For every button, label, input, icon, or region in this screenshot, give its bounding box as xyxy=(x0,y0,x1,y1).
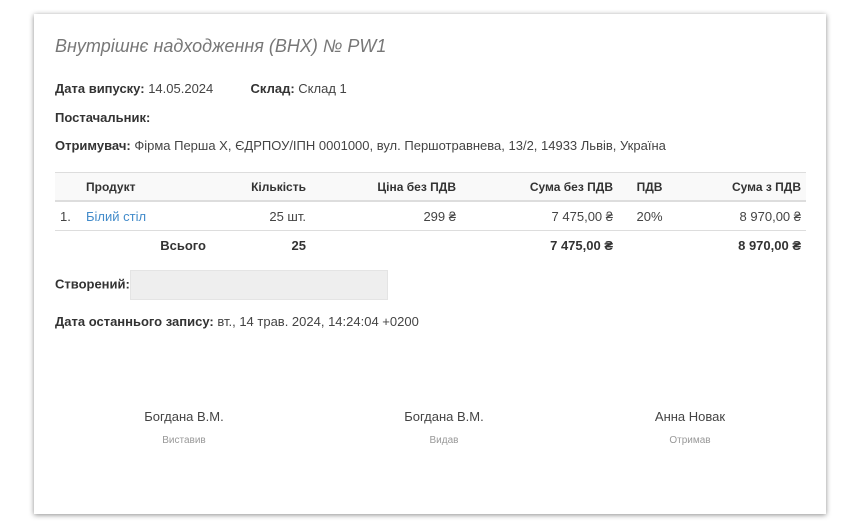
created-line xyxy=(55,270,388,300)
issue-line xyxy=(55,81,347,96)
issue-date-label: Дата випуску: xyxy=(55,81,145,96)
recipient-label: Отримувач: xyxy=(55,138,131,153)
signature-role: Видав xyxy=(429,435,459,446)
signature-role: Виставив xyxy=(162,435,206,446)
last-record-label: Дата останнього запису: xyxy=(55,314,214,329)
row-sum-with-vat: 8 970,00 ₴ xyxy=(681,201,806,231)
recipient-line xyxy=(55,138,666,153)
table-row xyxy=(55,201,806,231)
total-sum-no-vat: 7 475,00 ₴ xyxy=(550,237,613,253)
product-link[interactable]: Білий стіл xyxy=(86,208,147,224)
col-sum-no-vat-header: Сума без ПДВ xyxy=(461,173,618,202)
signature-name: Богдана В.М. xyxy=(144,409,224,424)
col-quantity-header: Кількість xyxy=(211,173,311,202)
items-table xyxy=(55,172,806,259)
total-quantity: 25 xyxy=(291,237,306,253)
col-product-header: Продукт xyxy=(81,173,211,202)
warehouse-label: Склад: xyxy=(250,81,295,96)
total-label: Всього xyxy=(160,237,206,253)
supplier-line xyxy=(55,110,150,125)
row-sum-no-vat: 7 475,00 ₴ xyxy=(461,201,618,231)
document-sheet xyxy=(34,14,826,514)
signature-name: Богдана В.М. xyxy=(404,409,484,424)
row-number: 1. xyxy=(55,201,81,231)
col-sum-with-vat-header: Сума з ПДВ xyxy=(681,173,806,202)
last-record-value: вт., 14 трав. 2024, 14:24:04 +0200 xyxy=(217,314,419,329)
table-header-row xyxy=(55,173,806,202)
signature-dispatched xyxy=(344,409,544,446)
col-price-header: Ціна без ПДВ xyxy=(311,173,461,202)
signature-received xyxy=(590,409,790,446)
document-title: Внутрішнє надходження (ВНХ) № PW1 xyxy=(55,36,387,56)
supplier-label: Постачальник: xyxy=(55,110,151,125)
col-vat-header: ПДВ xyxy=(618,173,681,202)
signature-issued xyxy=(84,409,284,446)
total-row xyxy=(55,231,806,260)
row-quantity: 25 шт. xyxy=(211,201,311,231)
warehouse-value: Склад 1 xyxy=(298,81,347,96)
row-price: 299 ₴ xyxy=(311,201,461,231)
row-vat: 20% xyxy=(618,201,681,231)
recipient-value: Фірма Перша Х, ЄДРПОУ/ІПН 0001000, вул. Першотравнева, 13/2, 14933 Львів, Україна xyxy=(134,138,666,153)
issue-date: 14.05.2024 xyxy=(148,81,214,96)
signature-name: Анна Новак xyxy=(654,409,726,424)
signature-role: Отримав xyxy=(669,435,711,446)
total-sum-with-vat: 8 970,00 ₴ xyxy=(738,237,801,253)
last-record-line xyxy=(55,314,419,329)
col-number-header xyxy=(55,173,81,202)
created-value-box xyxy=(130,270,388,300)
created-label: Створений: xyxy=(55,276,130,292)
row-product-cell xyxy=(81,201,211,231)
